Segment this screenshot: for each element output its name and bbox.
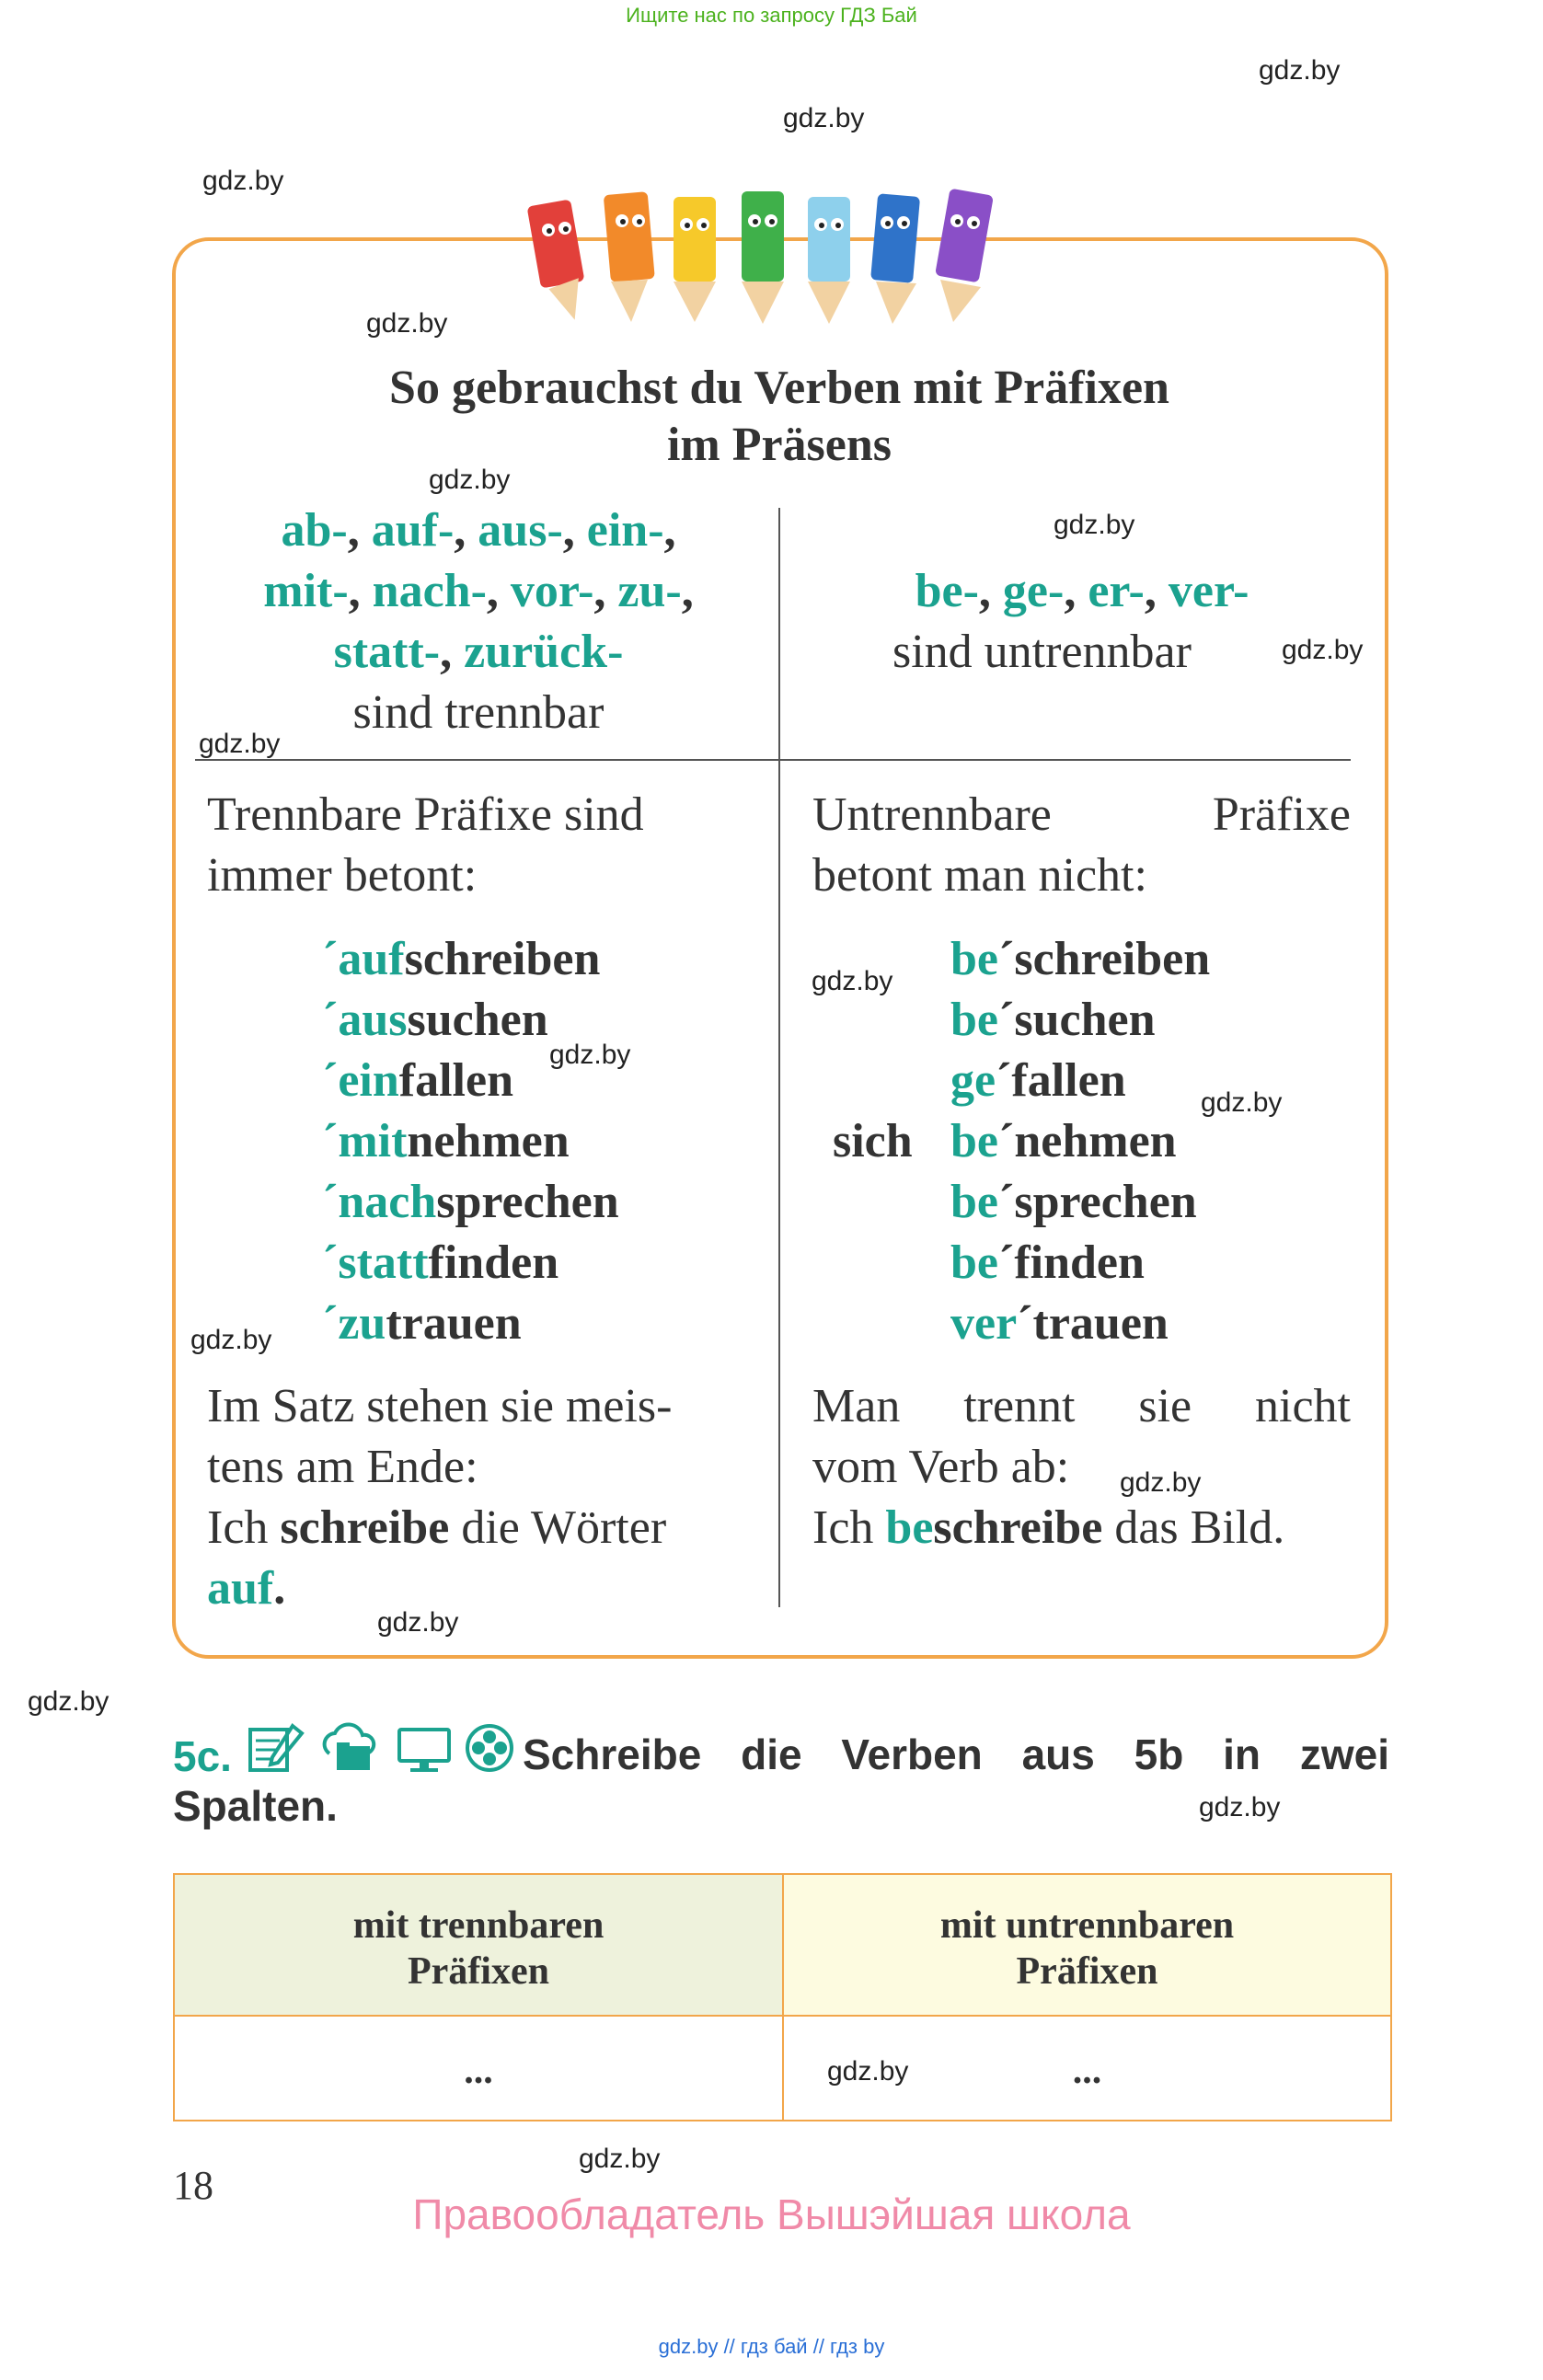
inseparable-rule-line1: Untrennbare Präfixe — [812, 788, 1351, 841]
column-divider — [778, 508, 780, 1607]
exercise-instruction-line2: Spalten. — [173, 1782, 338, 1830]
verb-item: ´aufschreiben — [322, 933, 601, 985]
table-cell-inseparable[interactable]: ... — [1072, 2050, 1102, 2092]
verb-item: ´zutrauen — [322, 1297, 522, 1350]
table-cell-separable[interactable]: ... — [175, 2017, 784, 2120]
inseparable-position-line1: Man trennt sie nicht — [812, 1380, 1351, 1432]
footer-links[interactable]: gdz.by // гдз бай // гдз by — [658, 2335, 885, 2358]
copyright-notice: Правообладатель Вышэйшая школа — [412, 2190, 1131, 2238]
inseparable-verb-list — [833, 929, 1210, 1354]
exercise-instruction: Schreibe die Verben aus 5b in zwei — [523, 1730, 1389, 1778]
separable-prefix-line1: ab-, auf-, aus-, ein-, — [281, 504, 676, 557]
separable-position-line1: Im Satz stehen sie meis- — [207, 1380, 673, 1432]
separable-caption: sind trennbar — [352, 686, 605, 739]
inseparable-position-line2: vom Verb ab: — [812, 1441, 1070, 1493]
separable-verb-list — [322, 929, 619, 1354]
separable-prefix-line3: statt-, zurück- — [333, 626, 624, 678]
watermark: gdz.by — [783, 103, 865, 133]
verb-item: be´finden — [950, 1236, 1145, 1289]
inseparable-caption: sind untrennbar — [892, 626, 1192, 678]
verb-item: be´suchen — [950, 994, 1156, 1046]
pencil-green-icon — [742, 191, 784, 324]
watermark: gdz.by — [1201, 1087, 1283, 1118]
watermark: gdz.by — [1259, 55, 1341, 86]
page-number: 18 — [173, 2163, 213, 2208]
inseparable-rule-line2: betont man nicht: — [812, 849, 1147, 902]
answer-table — [173, 1873, 1392, 2121]
verb-item: ´stattfinden — [322, 1236, 559, 1289]
separable-position-line2: tens am Ende: — [207, 1441, 478, 1493]
pencil-purple-icon — [935, 189, 994, 322]
pencils-illustration — [515, 184, 1067, 331]
top-banner: Ищите нас по запросу ГДЗ Бай — [626, 4, 917, 27]
watermark: gdz.by — [827, 2056, 909, 2087]
watermark: gdz.by — [579, 2144, 661, 2174]
separable-rule-line2: immer betont: — [207, 849, 478, 902]
rule-title-line1: So gebrauchst du Verben mit Präfixen — [389, 362, 1169, 414]
verb-item: ge´fallen — [950, 1054, 1126, 1107]
rule-title-line2: im Präsens — [666, 419, 892, 471]
watermark: gdz.by — [1199, 1792, 1281, 1822]
exercise-number: 5c. — [173, 1732, 232, 1780]
watermark: gdz.by — [28, 1686, 109, 1717]
pencil-lightblue-icon — [808, 197, 850, 324]
watermark: gdz.by — [190, 1325, 272, 1355]
watermark: gdz.by — [549, 1040, 631, 1070]
verb-item: ´einfallen — [322, 1054, 513, 1107]
pencil-yellow-icon — [674, 197, 716, 322]
table-header-separable: mit trennbaren Präfixen — [175, 1875, 784, 2017]
watermark: gdz.by — [1282, 635, 1364, 665]
flower-icon — [464, 1722, 515, 1774]
watermark: gdz.by — [812, 966, 893, 996]
verb-item: ´aussuchen — [322, 994, 548, 1046]
verb-item: be´sprechen — [950, 1176, 1197, 1228]
watermark: gdz.by — [199, 729, 281, 759]
verb-item: ´mitnehmen — [322, 1115, 570, 1167]
watermark: gdz.by — [1120, 1467, 1202, 1498]
verb-item: ´nachsprechen — [322, 1176, 619, 1228]
separable-example: Ich schreibe die Wörter — [207, 1501, 667, 1554]
table-header-inseparable: mit untrennbaren Präfixen — [784, 1875, 1390, 2017]
verb-item: sich be´nehmen — [833, 1115, 1177, 1167]
inseparable-example: Ich beschreibe das Bild. — [812, 1501, 1285, 1554]
pencil-red-icon — [527, 200, 586, 324]
verb-item: be´schreiben — [950, 933, 1211, 985]
pencil-orange-icon — [604, 191, 655, 322]
watermark: gdz.by — [202, 166, 284, 196]
row-divider — [195, 759, 1351, 761]
verb-item: ver´trauen — [950, 1297, 1169, 1350]
watermark: gdz.by — [377, 1607, 459, 1638]
separable-prefix-line2: mit-, nach-, vor-, zu-, — [263, 565, 694, 617]
watermark: gdz.by — [429, 465, 511, 495]
computer-monitor-icon — [396, 1726, 453, 1774]
pencil-notebook-icon — [247, 1722, 305, 1774]
inseparable-prefix-line: be-, ge-, er-, ver- — [915, 565, 1249, 617]
watermark: gdz.by — [366, 308, 448, 339]
cloud-folder-icon — [318, 1722, 379, 1774]
separable-example-end: auf. — [207, 1562, 286, 1615]
separable-rule-line1: Trennbare Präfixe sind — [207, 788, 644, 841]
pencil-blue-icon — [870, 193, 920, 324]
watermark: gdz.by — [1054, 510, 1135, 540]
